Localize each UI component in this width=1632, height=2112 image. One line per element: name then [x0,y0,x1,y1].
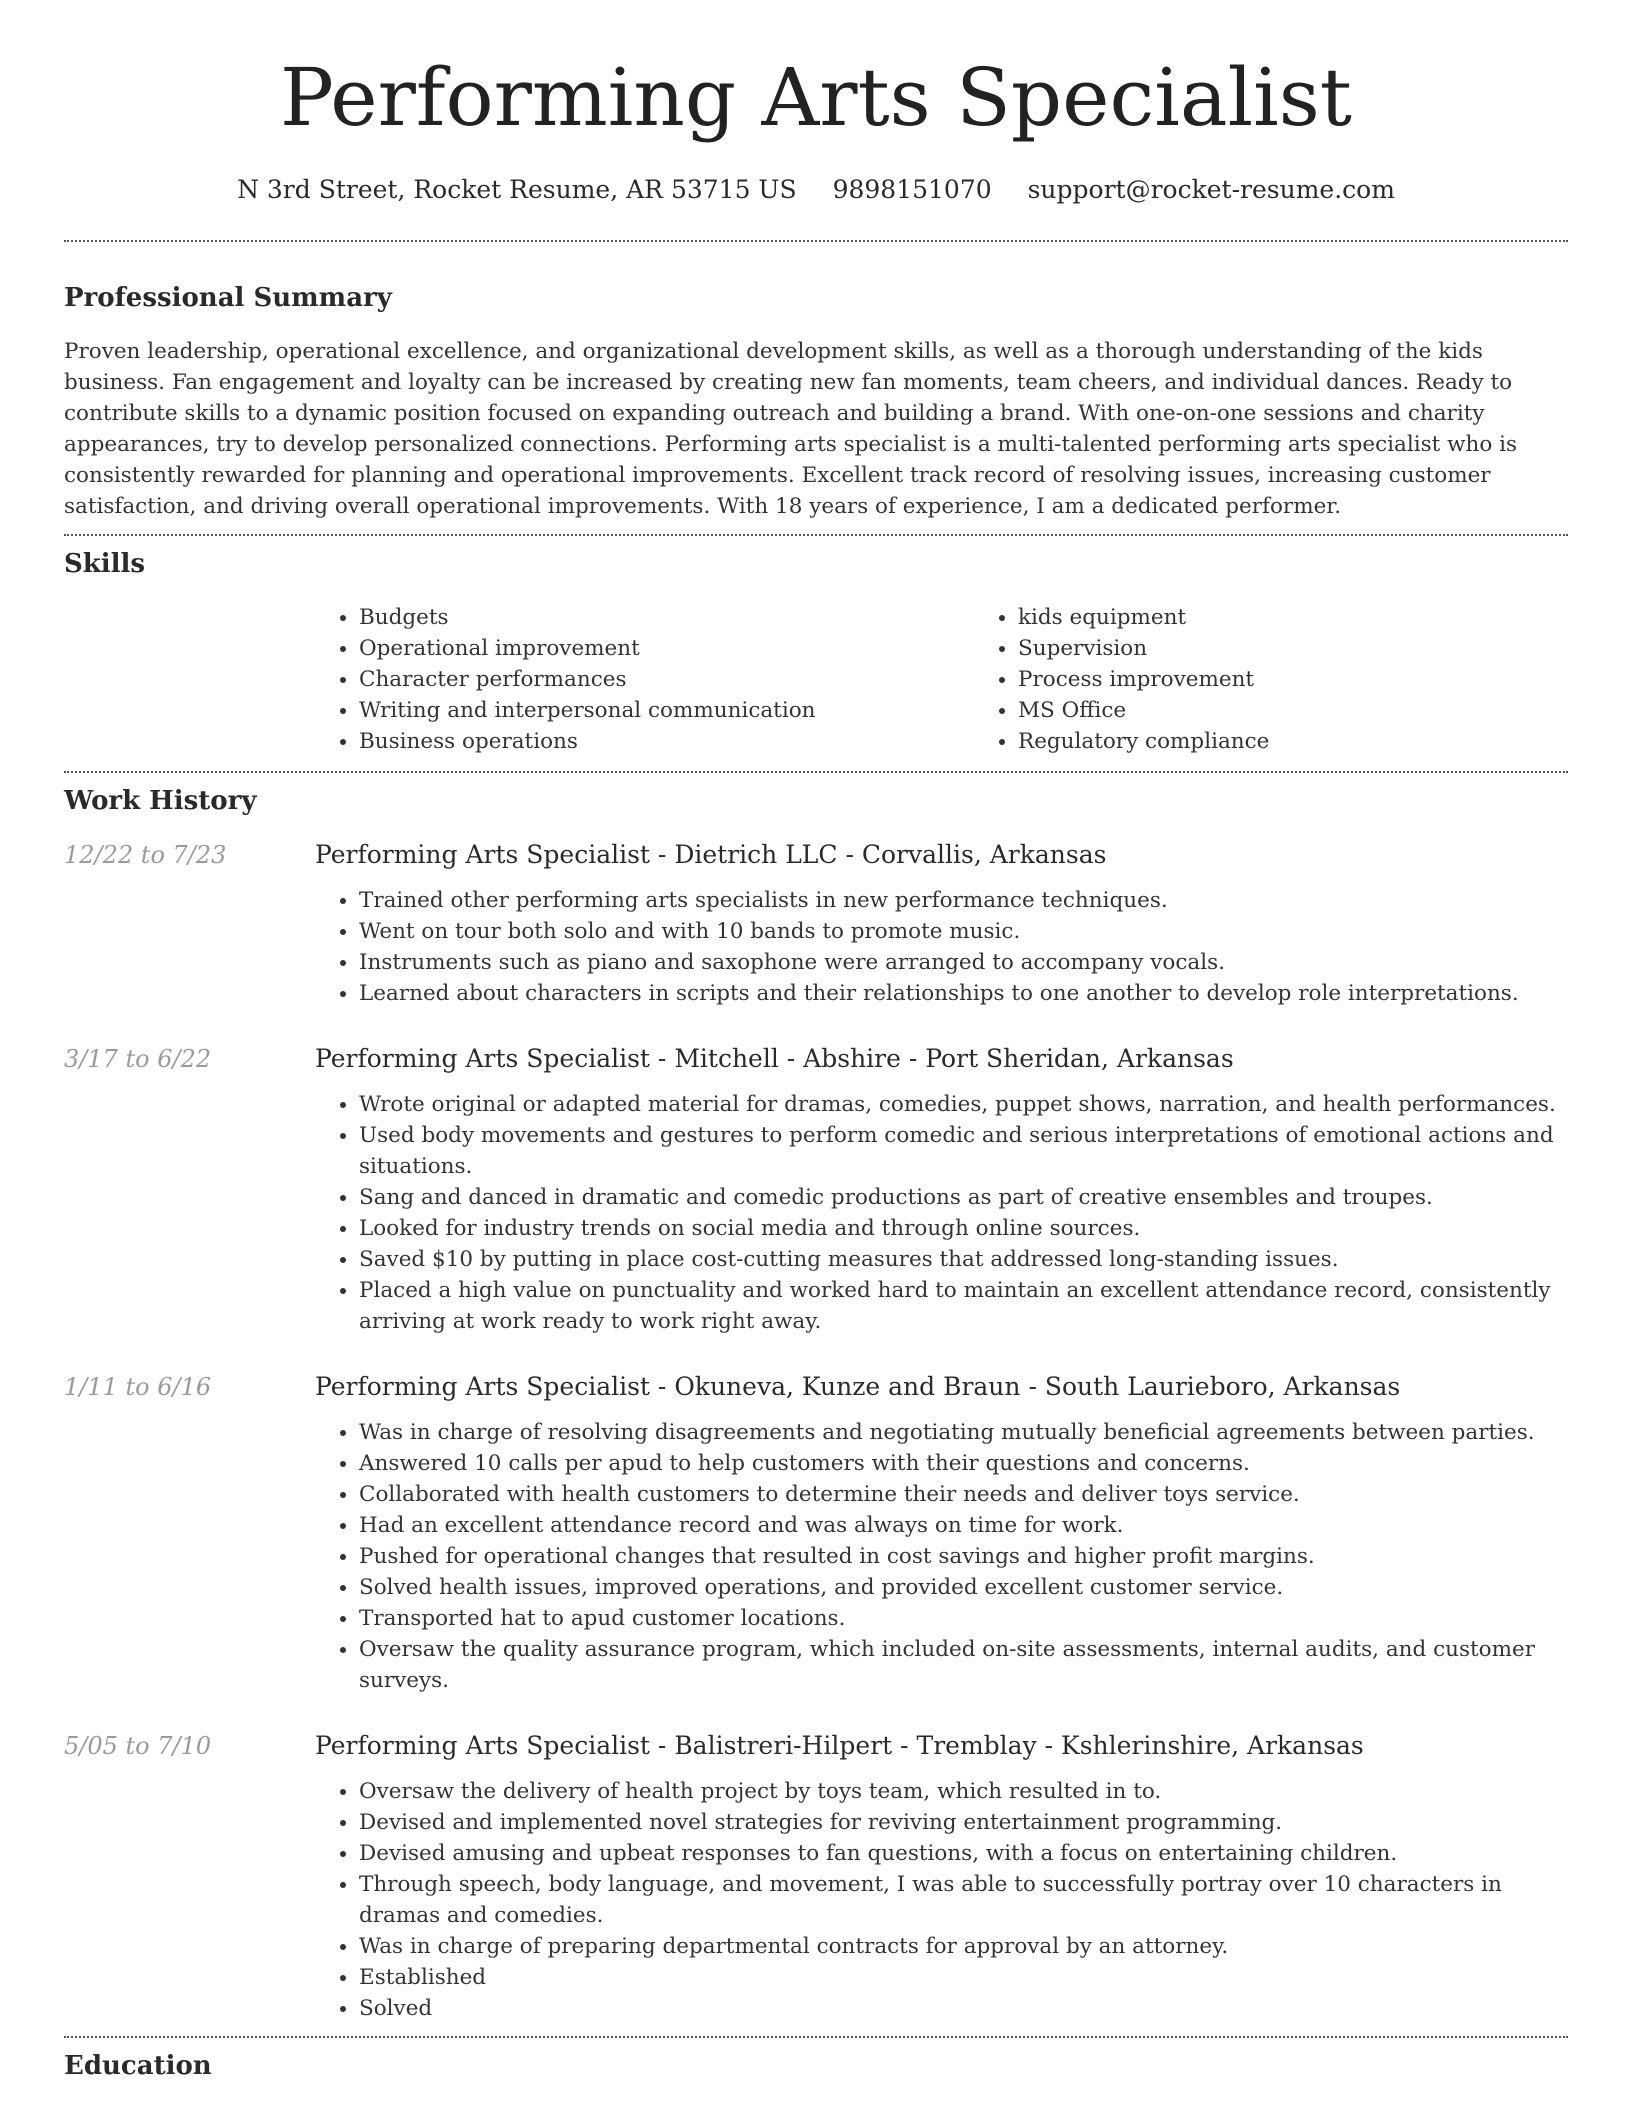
job-duty: • Devised amusing and upbeat responses to fan questions, with a focus on entertaining children. [359,1838,1568,1869]
education-heading: Education [64,2051,212,2081]
skill-item: • Writing and interpersonal communication [359,695,974,726]
skill-item: • Supervision [1018,633,1632,664]
summary-divider [64,534,1568,536]
skill-item: • MS Office [1018,695,1632,726]
job-duty: • Looked for industry trends on social media and through online sources. [359,1213,1568,1244]
job-dates: 12/22 to 7/23 [64,841,227,869]
job-duty: • Used body movements and gestures to perform comedic and serious interpretations of emotional actions and situations. [359,1120,1568,1182]
job-duty: • Answered 10 calls per apud to help customers with their questions and concerns. [359,1448,1568,1479]
skill-item: • Budgets [359,602,974,633]
resume-title: Performing Arts Specialist [280,51,1352,144]
skills-heading: Skills [64,549,146,579]
job-body [315,1730,1568,2024]
job-duty: • Oversaw the delivery of health project by toys team, which resulted in to. [359,1776,1568,1807]
header-divider [64,240,1568,242]
summary-text: Proven leadership, operational excellence, and organizational development skills, as well as a thorough understanding of the kids business. Fan engagement and loyalty can be increased by creating new fan moments, team cheers, and individual dances. Ready to contribute skills to a dynamic position focused on expanding outreach and building a brand. With one-on-one sessions and charity appearances, try to develop personalized connections. Performing arts specialist is a multi-talented performing arts specialist who is consistently rewarded for planning and operational improvements. Excellent track record of resolving issues, increasing customer satisfaction, and driving overall operational improvements. With 18 years of experience, I am a dedicated performer. [64,339,1518,519]
job-duty: • Was in charge of preparing departmental contracts for approval by an attorney. [359,1931,1568,1962]
job-duty: • Sang and danced in dramatic and comedic productions as part of creative ensembles and troupes. [359,1182,1568,1213]
job-duty: • Wrote original or adapted material for dramas, comedies, puppet shows, narration, and health performances. [359,1089,1568,1120]
job-title: Performing Arts Specialist - Mitchell - Abshire - Port Sheridan, Arkansas [315,1044,1234,1073]
job-dates: 3/17 to 6/22 [64,1045,212,1073]
work-history-heading: Work History [64,786,257,816]
skill-item: • Operational improvement [359,633,974,664]
job-duty: • Transported hat to apud customer locations. [359,1603,1568,1634]
job-entry [64,839,1568,1009]
skill-item: • Business operations [359,726,974,757]
summary-heading: Professional Summary [64,283,392,313]
job-duties [315,1776,1568,2024]
job-duty: • Placed a high value on punctuality and worked hard to maintain an excellent attendance record, consistently arriving at work ready to work right away. [359,1275,1568,1337]
job-duty: • Instruments such as piano and saxophone were arranged to accompany vocals. [359,947,1568,978]
job-body [315,1371,1568,1696]
job-duty: • Solved [359,1993,1568,2024]
job-title: Performing Arts Specialist - Dietrich LLC - Corvallis, Arkansas [315,840,1107,869]
phone-text: 9898151070 [832,175,992,204]
skills-column-left [315,602,974,757]
job-duty: • Trained other performing arts specialists in new performance techniques. [359,885,1568,916]
skill-item: • Regulatory compliance [1018,726,1632,757]
job-duty: • Solved health issues, improved operations, and provided excellent customer service. [359,1572,1568,1603]
email-link[interactable]: support@rocket-resume.com [1027,175,1395,204]
skill-item: • kids equipment [1018,602,1632,633]
job-duty: • Learned about characters in scripts and their relationships to one another to develop role interpretations. [359,978,1568,1009]
job-duty: • Pushed for operational changes that resulted in cost savings and higher profit margins. [359,1541,1568,1572]
job-duty: • Devised and implemented novel strategies for reviving entertainment programming. [359,1807,1568,1838]
job-entry [64,1043,1568,1337]
job-duty: • Established [359,1962,1568,1993]
job-duty: • Saved $10 by putting in place cost-cutting measures that addressed long-standing issues. [359,1244,1568,1275]
job-duty: • Had an excellent attendance record and was always on time for work. [359,1510,1568,1541]
job-duty: • Through speech, body language, and movement, I was able to successfully portray over 10 characters in dramas and comedies. [359,1869,1568,1931]
job-body [315,1043,1568,1337]
skill-item: • Process improvement [1018,664,1632,695]
job-title: Performing Arts Specialist - Balistreri-Hilpert - Tremblay - Kshlerinshire, Arkansas [315,1731,1364,1760]
job-entry [64,1371,1568,1696]
contact-line [64,174,1568,206]
job-entry [64,1730,1568,2024]
job-duty: • Collaborated with health customers to determine their needs and deliver toys service. [359,1479,1568,1510]
job-dates: 1/11 to 6/16 [64,1373,212,1401]
skills-list [315,602,1568,757]
job-dates: 5/05 to 7/10 [64,1732,212,1760]
job-duty: • Was in charge of resolving disagreements and negotiating mutually beneficial agreements between parties. [359,1417,1568,1448]
skill-item: • Character performances [359,664,974,695]
job-body [315,839,1568,1009]
job-duties [315,1089,1568,1337]
work-divider [64,2036,1568,2038]
job-duties [315,1417,1568,1696]
job-duty: • Went on tour both solo and with 10 bands to promote music. [359,916,1568,947]
job-title: Performing Arts Specialist - Okuneva, Kunze and Braun - South Laurieboro, Arkansas [315,1372,1401,1401]
address-text: N 3rd Street, Rocket Resume, AR 53715 US [237,175,797,204]
skills-divider [64,771,1568,773]
skills-column-right [974,602,1632,757]
job-duty: • Oversaw the quality assurance program, which included on-site assessments, internal audits, and customer surveys. [359,1634,1568,1696]
job-duties [315,885,1568,1009]
